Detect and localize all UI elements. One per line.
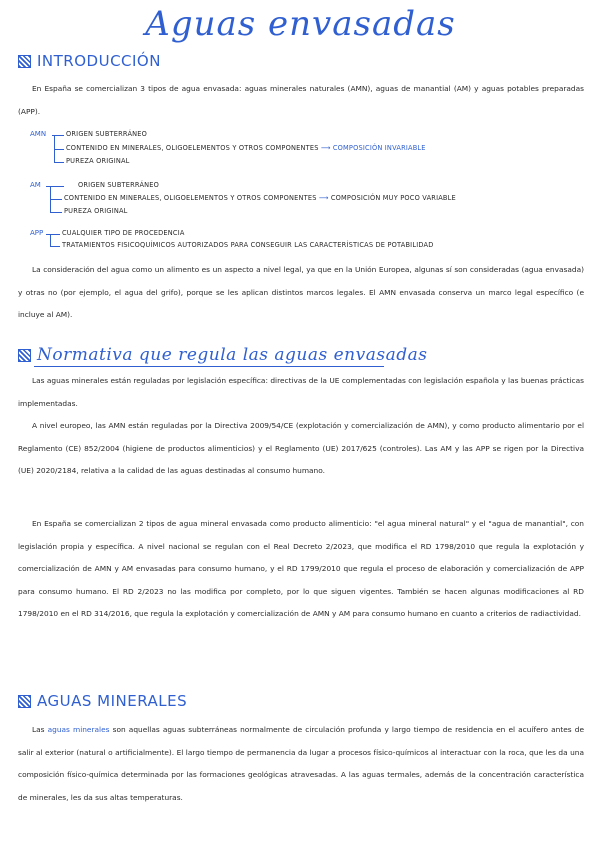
- tree-amn-label: AMN: [30, 130, 47, 138]
- document-title: Aguas envasadas: [145, 4, 456, 44]
- minerales-heading-text: AGUAS MINERALES: [37, 692, 188, 710]
- tree-amn-line-1: ORIGEN SUBTERRÁNEO: [66, 130, 148, 138]
- minerales-p1-rest: son aquellas aguas subterráneas normalmente de circulación profunda y largo tiempo de residencia en el acuífero antes de salir al exterior (natural o artificialmente). El largo tiempo de permanencia da lugar a procesos físico-químicos al interactuar con la roca, que les da una composición físico-química determinada por las formaciones geológicas atravesadas. A las aguas termales, además de la concentración característica de minerales, les da sus altas temperaturas.: [18, 725, 584, 802]
- tree-amn-tick-3: [54, 162, 64, 163]
- tree-amn-line-3: PUREZA ORIGINAL: [66, 157, 130, 165]
- tree-am-tick-3: [50, 212, 62, 213]
- minerales-p1-term: aguas minerales: [47, 725, 110, 734]
- normativa-heading: [18, 345, 427, 365]
- arrow-right-icon: ⟶: [318, 194, 331, 202]
- tree-am-line-2-text: CONTENIDO EN MINERALES, OLIGOELEMENTOS Y OTROS COMPONENTES: [64, 194, 317, 202]
- intro-heading-text: INTRODUCCIÓN: [37, 52, 161, 70]
- tree-app-line-1: CUALQUIER TIPO DE PROCEDENCIA: [62, 229, 185, 237]
- tree-amn-line-2-result: COMPOSICIÓN INVARIABLE: [332, 144, 426, 152]
- checkbox-icon: [18, 349, 31, 362]
- tree-am-line-2-result: COMPOSICIÓN MUY POCO VARIABLE: [330, 194, 456, 202]
- minerales-p1-lead: Las: [32, 725, 48, 734]
- normativa-heading-text: Normativa que regula las aguas envasadas: [37, 345, 428, 365]
- minerales-paragraph-1: [18, 719, 584, 809]
- arrow-right-icon: ⟶: [320, 144, 333, 152]
- checkbox-icon: [18, 695, 31, 708]
- tree-am-tick-2: [50, 199, 62, 200]
- tree-app-line-2: TRATAMIENTOS FISICOQUÍMICOS AUTORIZADOS PARA CONSEGUIR LAS CARACTERÍSTICAS DE POTABILIDAD: [62, 241, 434, 249]
- tree-am-line-1: ORIGEN SUBTERRÁNEO: [78, 181, 160, 189]
- minerales-heading: [18, 692, 187, 710]
- tree-amn-line-2-text: CONTENIDO EN MINERALES, OLIGOELEMENTOS Y OTROS COMPONENTES: [66, 144, 319, 152]
- checkbox-icon: [18, 55, 31, 68]
- intro-paragraph-1: En España se comercializan 3 tipos de agua envasada: aguas minerales naturales (AMN), aguas de manantial (AM) y aguas potables preparadas (APP).: [18, 84, 584, 116]
- normativa-underline: [34, 366, 384, 367]
- intro-paragraph-2: La consideración del agua como un alimento es un aspecto a nivel legal, ya que en la Unión Europea, algunas sí son consideradas (agua envasada) y otras no (por ejemplo, el agua del grifo), porque se les aplican distintos marcos legales. El AMN envasada conserva un marco legal específico (e incluye al AM).: [18, 265, 584, 319]
- tree-app-tick-2: [50, 246, 60, 247]
- tree-app-arrow-line: [46, 234, 60, 235]
- tree-app-label: APP: [30, 229, 44, 237]
- normativa-paragraph-3: En España se comercializan 2 tipos de agua mineral envasada como producto alimenticio: "el agua mineral natural" y el "agua de manantial", con legislación propia y específica. A nivel nacional se regulan con el Real Decreto 2/2023, que modifica el RD 1798/2010 que regula la explotación y comercialización de AMN y AM envasadas para consumo humano, y el RD 1799/2010 que regula el proceso de elaboración y comercialización de APP para consumo humano. El RD 2/2023 no las modifica por completo, por lo que siguen vigentes. También se hacen algunas modificaciones al RD 1798/2010 en el RD 314/2016, que regula la explotación y comercialización de AMN y AM para consumo humano en cuanto a criterios de radiactividad.: [18, 519, 584, 618]
- tree-am-line-3: PUREZA ORIGINAL: [64, 207, 128, 215]
- tree-am-arrow-line: [46, 186, 64, 187]
- tree-am-label: AM: [30, 181, 41, 189]
- tree-amn-tick-2: [54, 149, 64, 150]
- normativa-paragraph-1: Las aguas minerales están reguladas por legislación específica: directivas de la UE complementadas con legislación española y las buenas prácticas implementadas.: [18, 376, 584, 408]
- tree-app-branch: [50, 234, 51, 246]
- normativa-paragraph-2: A nivel europeo, las AMN están reguladas por la Directiva 2009/54/CE (explotación y comercialización de AMN), y como producto alimentario por el Reglamento (CE) 852/2004 (higiene de productos alimenticios) y el Reglamento (UE) 2017/625 (controles). Las AM y las APP se rigen por la Directiva (UE) 2020/2184, relativa a la calidad de las aguas destinadas al consumo humano.: [18, 421, 584, 475]
- intro-heading: [18, 52, 161, 70]
- tree-am-line-2: [64, 194, 456, 202]
- tree-amn-line-2: [66, 144, 426, 152]
